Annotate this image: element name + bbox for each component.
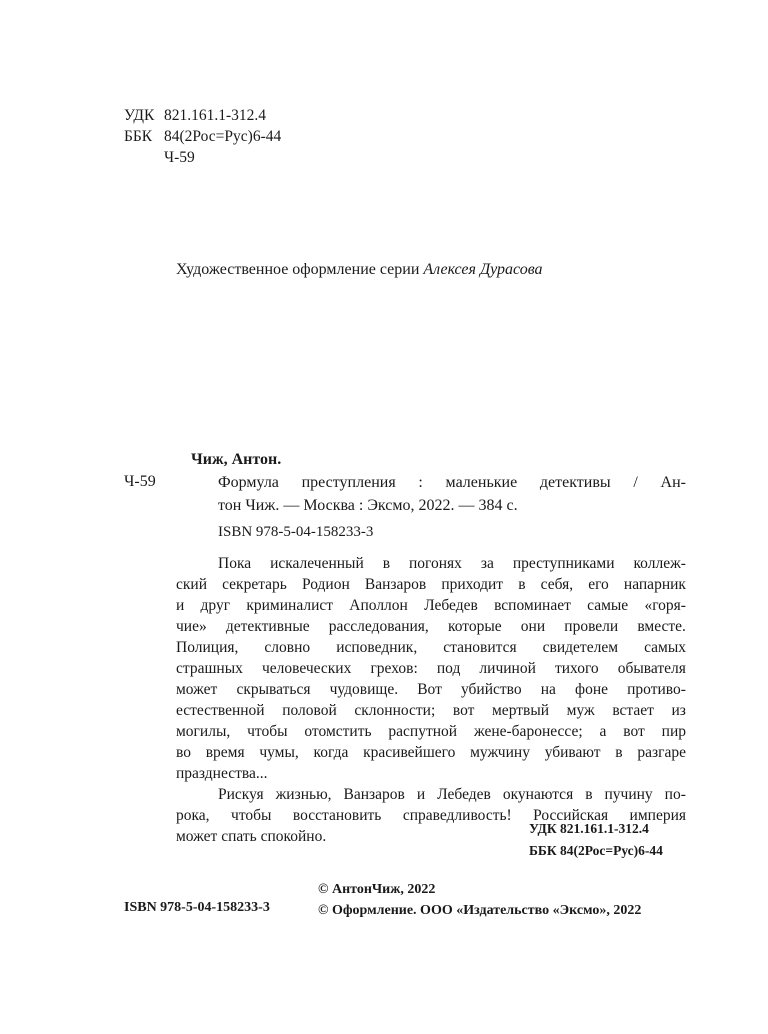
annotation-word: детективные xyxy=(225,618,310,635)
annotation-word: Вот xyxy=(417,681,442,698)
annotation-word: исповедник, xyxy=(336,639,418,656)
annotation-word: Лебедев xyxy=(424,597,478,614)
annotation-word: под xyxy=(436,660,461,677)
annotation-line xyxy=(176,658,686,679)
annotation-word: в xyxy=(518,576,526,593)
annotation-word: в xyxy=(615,744,623,761)
bib-isbn: ISBN 978-5-04-158233-3 xyxy=(218,524,374,540)
bib-line-2: тон Чиж. — Москва : Эксмо, 2022. — 384 с. xyxy=(218,497,518,514)
annotation-word: провели xyxy=(564,618,619,635)
annotation-word: грехов: xyxy=(370,660,418,677)
classification-bottom xyxy=(529,818,663,862)
design-credit-text: Художественное оформление серии xyxy=(176,261,424,278)
annotation-word: самые xyxy=(587,597,629,614)
annotation-word: разгаре xyxy=(637,744,686,761)
annotation-word: из xyxy=(671,702,686,719)
annotation-word: вот xyxy=(623,723,645,740)
bib-word: : xyxy=(418,474,423,491)
annotation-word: человеческих xyxy=(261,660,352,677)
annotation-word: секретарь xyxy=(222,576,287,593)
isbn-bottom: ISBN 978-5-04-158233-3 xyxy=(124,900,270,915)
annotation-line xyxy=(176,595,686,616)
annotation-word: «горя- xyxy=(644,597,686,614)
annotation-word: чтобы xyxy=(247,723,288,740)
annotation-line xyxy=(176,679,686,700)
annotation-word: вот xyxy=(452,702,475,719)
annotation-word: его xyxy=(588,576,609,593)
annotation-word: Ванзаров xyxy=(343,786,405,803)
annotation-word: могилы, xyxy=(176,723,231,740)
author-copyright: © АнтонЧиж, 2022 xyxy=(318,882,436,897)
annotation-word: Ванзаров xyxy=(364,576,427,593)
copyright-block xyxy=(318,879,641,921)
annotation-line xyxy=(176,553,686,574)
annotation-word: чтобы xyxy=(231,807,272,824)
bbk-value: 84(2Рос=Рус)6-44 xyxy=(164,128,282,145)
annotation-word: отомстить xyxy=(304,723,372,740)
annotation-word: мертвый xyxy=(492,702,550,719)
annotation-word: чумы, xyxy=(259,744,299,761)
annotation-word: когда xyxy=(313,744,349,761)
annotation-word: вместе. xyxy=(637,618,686,635)
annotation-word: чие» xyxy=(176,618,207,635)
udk-bottom: УДК 821.161.1-312.4 xyxy=(529,821,649,836)
design-copyright: © Оформление. ООО «Издательство «Эксмо», 2022 xyxy=(318,903,642,918)
annotation-word: в xyxy=(382,555,391,572)
annotation-word: Аполлон xyxy=(349,597,408,614)
annotation-word: и xyxy=(176,597,185,614)
annotation-word: ский xyxy=(176,576,207,593)
annotation-line xyxy=(176,784,686,805)
udk-label: УДК xyxy=(124,107,155,124)
annotation-word: убивают xyxy=(544,744,601,761)
bib-word: преступления xyxy=(301,474,396,491)
annotation-word: друг xyxy=(200,597,231,614)
annotation-word: половой xyxy=(282,702,337,719)
udk-value: 821.161.1-312.4 xyxy=(164,107,267,124)
author-mark: Ч-59 xyxy=(164,149,195,166)
bib-author: Чиж, Антон. xyxy=(191,451,282,468)
bbk-bottom: ББК 84(2Рос=Рус)6-44 xyxy=(529,843,663,858)
annotation-word: личиной xyxy=(479,660,536,677)
annotation-line xyxy=(176,574,686,595)
annotation-word: Полиция, xyxy=(176,639,239,656)
annotation-word: в xyxy=(585,786,593,803)
bib-side-code: Ч-59 xyxy=(124,473,156,490)
bib-entry xyxy=(218,471,686,517)
design-credit xyxy=(176,261,543,279)
annotation-word: празднества... xyxy=(176,765,268,782)
annotation-word: естественной xyxy=(176,702,265,719)
designer-name: Алексея Дурасова xyxy=(423,261,543,278)
annotation-word: фоне xyxy=(575,681,609,698)
annotation-word: рока, xyxy=(176,807,210,824)
annotation-word: расследования, xyxy=(328,618,429,635)
annotation-word: справедливость! xyxy=(402,807,512,824)
bib-word: детективы xyxy=(539,474,611,491)
bib-word: Ан- xyxy=(660,474,686,491)
bib-word: / xyxy=(633,474,638,491)
annotation-word: может спать спокойно. xyxy=(176,828,327,845)
annotation-word: муж xyxy=(566,702,595,719)
annotation-word: Российская xyxy=(533,807,609,824)
annotation-word: вспоминает xyxy=(494,597,571,614)
annotation-word: чудовище. xyxy=(329,681,399,698)
annotation-word: обывателя xyxy=(617,660,686,677)
annotation-word: время xyxy=(205,744,245,761)
annotation-word: пучину xyxy=(604,786,653,803)
annotation-word: свидетелем xyxy=(542,639,619,656)
bbk-row xyxy=(124,126,281,147)
annotation-line xyxy=(176,742,686,763)
annotation-line xyxy=(176,637,686,658)
bib-word: Формула xyxy=(218,474,279,491)
annotation xyxy=(176,553,686,847)
annotation-word: красивейшего xyxy=(363,744,456,761)
annotation-word: пир xyxy=(661,723,686,740)
annotation-line xyxy=(176,721,686,742)
annotation-word: тихого xyxy=(554,660,599,677)
annotation-word: мужчину xyxy=(470,744,530,761)
classification-block xyxy=(124,105,281,168)
annotation-word: а xyxy=(599,723,607,740)
annotation-word: словно xyxy=(264,639,311,656)
annotation-word: и xyxy=(416,786,426,803)
annotation-word: напарник xyxy=(623,576,686,593)
annotation-word: они xyxy=(520,618,546,635)
annotation-word: приходит xyxy=(441,576,504,593)
annotation-word: становится xyxy=(443,639,517,656)
annotation-word: может xyxy=(176,681,218,698)
annotation-word: за xyxy=(480,555,494,572)
annotation-word: по- xyxy=(664,786,686,803)
annotation-line xyxy=(176,616,686,637)
annotation-word: склонности; xyxy=(354,702,436,719)
annotation-word: Лебедев xyxy=(437,786,491,803)
annotation-word: убийство xyxy=(461,681,522,698)
annotation-word: Рискуя xyxy=(218,786,264,803)
annotation-word: себя, xyxy=(540,576,574,593)
bbk-label: ББК xyxy=(124,128,153,145)
annotation-word: во xyxy=(176,744,191,761)
annotation-word: Пока xyxy=(218,555,252,572)
annotation-word: жизнью, xyxy=(275,786,332,803)
annotation-word: преступниками xyxy=(512,555,615,572)
annotation-word: самых xyxy=(644,639,686,656)
annotation-word: искалеченный xyxy=(270,555,364,572)
annotation-word: встает xyxy=(612,702,654,719)
bib-word: маленькие xyxy=(445,474,518,491)
annotation-line xyxy=(176,700,686,721)
annotation-word: восстановить xyxy=(292,807,382,824)
annotation-word: коллеж- xyxy=(633,555,686,572)
annotation-word: на xyxy=(540,681,556,698)
annotation-word: жене-баронессе; xyxy=(473,723,583,740)
annotation-word: противо- xyxy=(627,681,686,698)
annotation-word: Родион xyxy=(302,576,350,593)
annotation-word: криминалист xyxy=(246,597,334,614)
annotation-word: погонях xyxy=(408,555,462,572)
annotation-word: империя xyxy=(629,807,686,824)
annotation-word: скрываться xyxy=(236,681,311,698)
annotation-word: распутной xyxy=(388,723,458,740)
udk-row xyxy=(124,105,281,126)
annotation-line xyxy=(176,763,686,784)
annotation-word: окунаются xyxy=(502,786,574,803)
annotation-word: которые xyxy=(447,618,502,635)
annotation-word: страшных xyxy=(176,660,243,677)
bib-line-1 xyxy=(218,471,686,494)
